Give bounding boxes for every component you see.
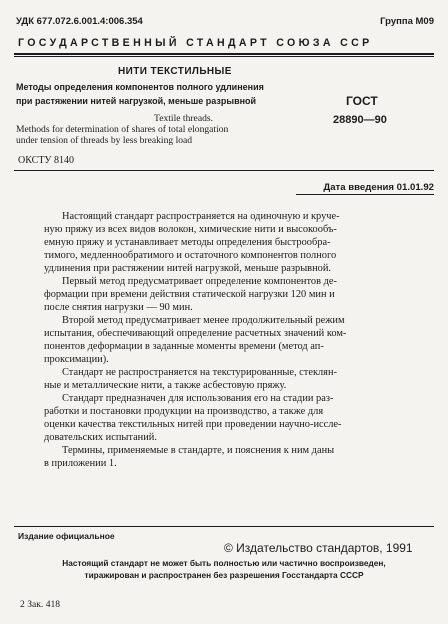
notice-line: тиражирован и распространен без разрешения Госстандарта СССР [84,569,364,580]
paragraph-terms [44,444,422,470]
body-line: удлинения при растяжении нитей нагрузкой, меньше разрывной. [44,263,331,274]
body-line: Термины, применяемые в стандарте, и пояснения к ним даны [62,445,335,456]
reproduction-notice [0,558,448,581]
body-line: ные и металлические нити, а также асбестовую пряжу. [44,380,287,391]
footer-rule [14,526,434,527]
body-line: проксимации). [44,354,109,365]
en-subtitle-line-3: under tension of threads by less breaking load [16,135,193,146]
body-line: после снятия нагрузки — 90 мин. [44,302,193,313]
body-line: формации при времени действия статической нагрузки 120 мин и [44,289,335,300]
body-line: понентов деформации в заданные моменты времени (метод ап- [44,341,324,352]
body-line: в приложении 1. [44,458,117,469]
copyright: © Издательство стандартов, 1991 [224,541,413,555]
standard-banner: ГОСУДАРСТВЕННЫЙ СТАНДАРТ СОЮЗА ССР [18,37,373,49]
body-line: работки и постановки продукции на производство, а также для [44,406,324,417]
paragraph-second-method [44,314,422,366]
body-line: испытания, обеспечивающий определение расчетных значений ком- [44,328,347,339]
body-line: Второй метод предусматривает менее продолжительный режим [62,315,345,326]
body-line: Стандарт не распространяется на текстурированные, стеклян- [62,367,337,378]
udc-code: УДК 677.072.6.001.4:006.354 [16,16,143,27]
effective-date-rule [296,194,434,195]
paragraph-exclusions [44,366,422,392]
paragraph-purpose [44,392,422,444]
en-subtitle-line-1: Textile threads. [154,113,214,124]
body-line: оценки качества текстильных нитей при проведении научно-иссле- [44,419,342,430]
header-rule-thin [14,56,434,57]
body-line: довательских испытаний. [44,432,157,443]
en-subtitle-line-2: Methods for determination of shares of total elongation [16,124,229,135]
body-line: ную пряжу из всех видов волокон, химические нити и высокообъ- [44,224,337,235]
notice-line: Настоящий стандарт не может быть полностью или частично воспроизведен, [62,558,386,568]
body-line: тимого, медленнообратимого и остаточного компонентов полного [44,250,337,261]
order-number: 2 Зак. 418 [20,599,61,610]
ru-subtitle-line-1: Методы определения компонентов полного удлинения [16,82,264,92]
body-line: Стандарт предназначен для использования его на стадии раз- [62,393,334,404]
header-rule-thick [14,53,434,55]
body-line: емную пряжу и устанавливает методы определения быстрообра- [44,237,331,248]
gost-number: 28890—90 [333,114,387,126]
ru-subtitle-line-2: при растяжении нитей нагрузкой, меньше разрывной [16,96,257,106]
paragraph-scope [44,210,422,275]
title-rule [14,170,434,171]
official-edition: Издание официальное [18,531,115,541]
body-line: Первый метод предусматривает определение компонентов де- [62,276,337,287]
gost-label: ГОСТ [346,94,378,108]
doc-main-title: НИТИ ТЕКСТИЛЬНЫЕ [118,66,232,77]
body-line: Настоящий стандарт распространяется на одиночную и круче- [62,211,340,222]
effective-date: Дата введения 01.01.92 [323,182,434,193]
oksu-code: ОКСТУ 8140 [18,155,75,166]
paragraph-first-method [44,275,422,314]
classification-group: Группа М09 [380,16,434,27]
